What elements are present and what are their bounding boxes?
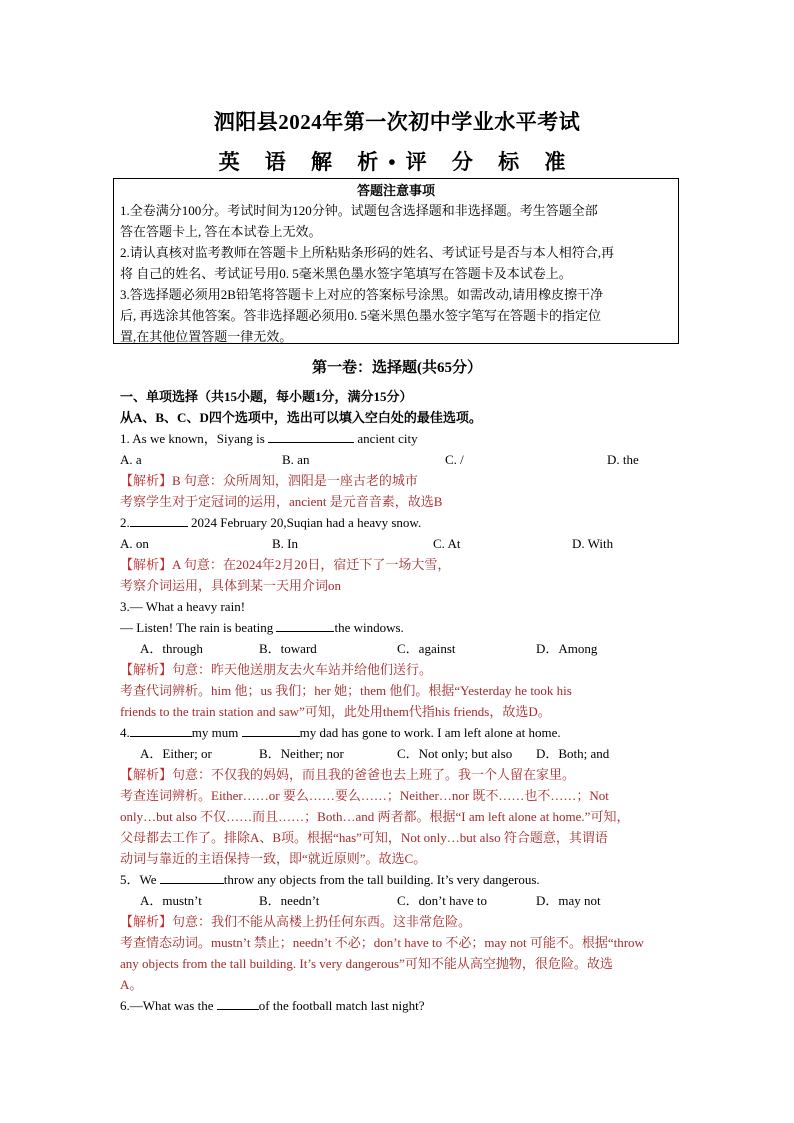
option-a: A．through [140,641,203,656]
question-2-options [120,533,680,554]
analysis-text: 考查连词辨析。Either……or 要么……要么……；Neither…nor 既不……也不……；Not [120,788,609,803]
option-b: B. an [282,452,310,467]
question-6-stem [120,995,680,1016]
question-2-stem [120,512,680,533]
option-a: A. on [120,536,149,551]
analysis-text: any objects from the tall building. It’s very dangerous”可知不能从高空抛物，很危险。故选 [120,956,613,971]
q1-stem-b: ancient city [354,431,418,446]
q4-stem-a: 4. [120,725,130,740]
analysis-text: 句意：不仅我的妈妈，而且我的爸爸也去上班了。我一个人留在家里。 [172,767,576,782]
question-1-analysis [120,470,680,491]
exam-title: 泗阳县2024年第一次初中学业水平考试 [213,110,581,134]
answer-blank [160,869,224,884]
notice-line: 1.全卷满分100分。考试时间为120分钟。试题包含选择题和非选择题。考生答题全部 [120,203,598,218]
option-c: C．Not only; but also [397,746,513,761]
option-b: B. In [272,536,298,551]
option-c: C．against [397,641,456,656]
option-a: A．Either; or [140,746,212,761]
q6-stem-b: of the football match last night? [258,998,425,1013]
answer-blank [130,512,188,527]
part-heading: 一、单项选择（共15小题，每小题1分，满分15分） [120,389,413,404]
notice-line: 3.答选择题必须用2B铅笔将答题卡上对应的答案标号涂黑。如需改动,请用橡皮擦干净 [120,287,604,302]
option-b: B．needn’t [259,893,320,908]
answer-blank [276,617,334,632]
q2-stem-b: 2024 February 20,Suqian had a heavy snow. [187,515,422,530]
option-b: B．toward [259,641,317,656]
q4-stem-b: my mum [191,725,242,740]
question-3-stem: 3.— What a heavy rain! [120,599,246,614]
questions-content [120,386,680,1016]
answer-blank [217,995,259,1010]
option-d: D．may not [536,893,601,908]
option-b: B．Neither; nor [259,746,344,761]
analysis-text: 句意：昨天他送朋友去火车站并给他们送行。 [172,662,433,677]
notice-box [113,178,679,344]
question-1-stem [120,428,680,449]
notice-line: 答在答题卡上, 答在本试卷上无效。 [120,224,322,239]
analysis-text: 考查代词辨析。him 他；us 我们；her 她；them 他们。根据“Yesterday he took his [120,683,572,698]
answer-blank [268,428,354,443]
q2-stem-a: 2. [120,515,130,530]
analysis-text: 考查情态动词。mustn’t 禁止；needn’t 不必；don’t have to 不必；may not 可能不。根据“throw [120,935,644,950]
question-1-options [120,449,680,470]
analysis-tag: 【解析】 [120,662,173,677]
notice-line: 2.请认真核对监考教师在答题卡上所粘贴条形码的姓名、考试证号是否与本人相符合,再 [120,245,615,260]
analysis-text: 考察介词运用，具体到某一天用介词on [120,578,342,593]
question-5-stem [120,869,680,890]
question-3-analysis [120,659,680,680]
analysis-text: A。 [120,977,143,992]
option-a: A. a [120,452,142,467]
notice-line: 将 自己的姓名、考试证号用0. 5毫米黑色墨水签字笔填写在答题卡及本试卷上。 [120,266,572,281]
analysis-text: A 句意：在2024年2月20日，宿迁下了一场大雪， [172,557,451,572]
part-instruction: 从A、B、C、D四个选项中，选出可以填入空白处的最佳选项。 [120,410,482,425]
option-d: D．Both; and [536,746,610,761]
answer-blank [242,722,300,737]
notice-line: 后, 再选涂其他答案。答非选择题必须用0. 5毫米黑色墨水签字笔写在答题卡的指定位 [120,308,602,323]
analysis-tag: 【解析】 [120,557,173,572]
option-c: C. At [433,536,461,551]
option-c: C. / [445,452,464,467]
question-3-stem-2 [120,617,680,638]
analysis-text: only…but also 不仅……而且……；Both…and 两者都。根据“I am left alone at home.”可知， [120,809,630,824]
q5-stem-b: throw any objects from the tall building. It’s very dangerous. [223,872,540,887]
question-4-options [120,743,680,764]
q4-stem-c: my dad has gone to work. I am left alone at home. [299,725,561,740]
analysis-tag: 【解析】 [120,473,173,488]
question-4-analysis [120,764,680,785]
option-c: C．don’t have to [397,893,488,908]
q3-stem-a: — Listen! The rain is beating [120,620,277,635]
question-4-stem [120,722,680,743]
question-2-analysis [120,554,680,575]
notice-heading: 答题注意事项 [356,183,435,198]
analysis-tag: 【解析】 [120,767,173,782]
analysis-text: 父母都去工作了。排除A、B项。根据“has”可知，Not only…but also 符合题意，其谓语 [120,830,608,845]
analysis-text: friends to the train station and saw”可知，此处用them代指his friends，故选D。 [120,704,551,719]
question-3-options [120,638,680,659]
analysis-text: 动词与靠近的主语保持一致，即“就近原则”。故选C。 [120,851,427,866]
analysis-tag: 【解析】 [120,914,173,929]
section-title: 第一卷：选择题(共65分） [312,360,482,376]
analysis-text: 句意：我们不能从高楼上扔任何东西。这非常危险。 [172,914,472,929]
option-a: A．mustn’t [140,893,202,908]
question-5-options [120,890,680,911]
q5-stem-a: 5．We [120,872,160,887]
q6-stem-a: 6.—What was the [120,998,217,1013]
question-5-analysis [120,911,680,932]
exam-subtitle: 英 语 解 析•评 分 标 准 [218,150,576,174]
option-d: D. the [607,452,639,467]
analysis-text: B 句意：众所周知，泗阳是一座古老的城市 [172,473,418,488]
option-d: D. With [572,536,614,551]
notice-line: 置,在其他位置答题一律无效。 [120,329,293,344]
answer-blank [130,722,192,737]
q3-stem-b: the windows. [334,620,404,635]
analysis-text: 考察学生对于定冠词的运用，ancient 是元音音素，故选B [120,494,443,509]
option-d: D．Among [536,641,598,656]
q1-stem-a: 1. As we known，Siyang is [120,431,269,446]
